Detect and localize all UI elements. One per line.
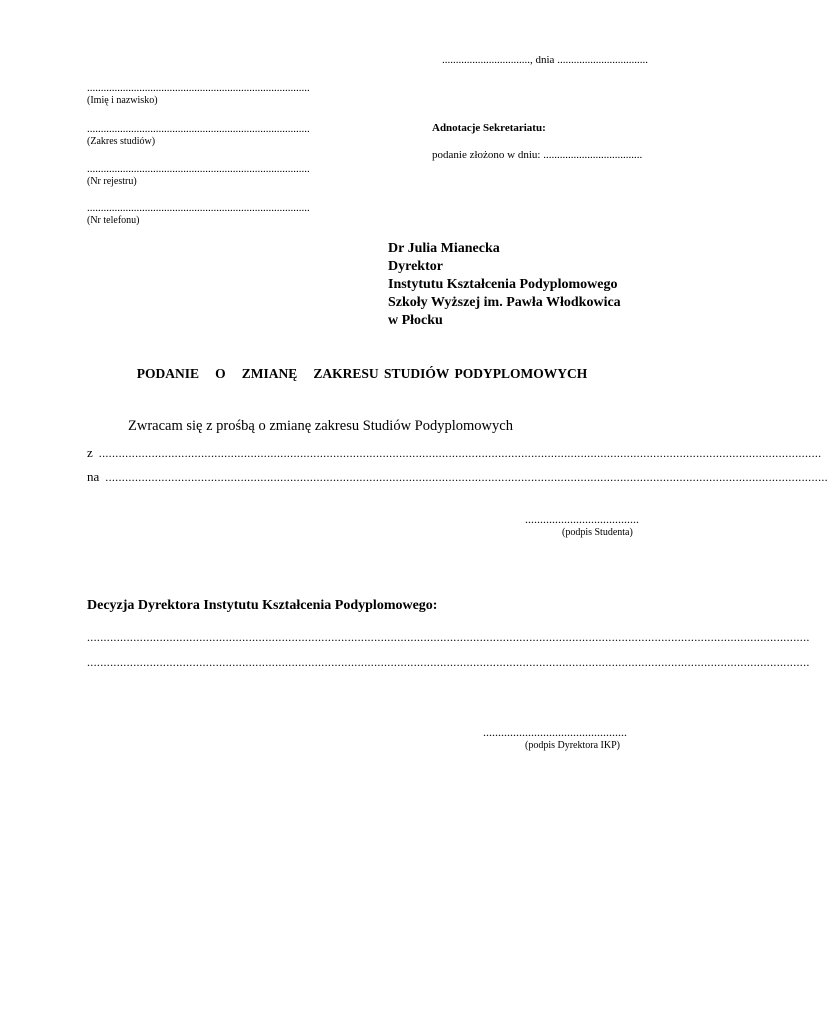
decision-field-2[interactable]: ........................................................................................................................................................................................................................... (87, 655, 810, 669)
study-scope-field[interactable]: ................................................................................. (87, 123, 310, 135)
from-scope-field[interactable]: ........................................................................................................................................................................................................................... (98, 446, 822, 460)
study-scope-field-label: (Zakres studiów) (87, 136, 156, 147)
phone-number-field-label: (Nr telefonu) (87, 215, 140, 226)
secretariat-heading: Adnotacje Sekretariatu: (432, 122, 546, 134)
registry-number-field-label: (Nr rejestru) (87, 176, 137, 187)
director-signature-label: (podpis Dyrektora IKP) (525, 740, 620, 751)
to-scope-field[interactable]: ........................................................................................................................................................................................................................... (105, 470, 828, 484)
decision-field-1[interactable]: ........................................................................................................................................................................................................................... (87, 630, 810, 644)
submission-date-line[interactable]: podanie złożono w dniu: .................................... (432, 149, 643, 161)
recipient-school: Szkoły Wyższej im. Pawła Włodkowica (388, 295, 621, 310)
registry-number-field[interactable]: ................................................................................. (87, 163, 310, 175)
phone-number-field[interactable]: ................................................................................. (87, 202, 310, 214)
recipient-block (388, 240, 621, 330)
to-scope-row[interactable] (87, 469, 828, 485)
request-text: Zwracam się z prośbą o zmianę zakresu Studiów Podyplomowych (128, 418, 513, 434)
name-field-label: (Imię i nazwisko) (87, 95, 158, 106)
date-line[interactable]: ................................, dnia ................................. (442, 54, 648, 66)
recipient-position: Dyrektor (388, 259, 443, 274)
student-signature-field[interactable]: ...................................... (525, 512, 639, 526)
recipient-institute: Instytutu Kształcenia Podyplomowego (388, 277, 618, 292)
document-title: PODANIE O ZMIANĘ ZAKRESU STUDIÓW PODYPLOMOWYCH (136, 366, 588, 381)
decision-heading: Decyzja Dyrektora Instytutu Kształcenia Podyplomowego: (87, 598, 438, 613)
recipient-name: Dr Julia Mianecka (388, 241, 500, 256)
name-field[interactable]: ................................................................................. (87, 82, 310, 94)
recipient-city: w Płocku (388, 313, 443, 328)
decision-line-2[interactable] (87, 655, 810, 670)
from-prefix: z (87, 445, 93, 460)
decision-line-1[interactable] (87, 630, 810, 645)
from-scope-row[interactable] (87, 445, 822, 461)
student-signature-label: (podpis Studenta) (562, 527, 633, 538)
to-prefix: na (87, 469, 100, 484)
director-signature-field[interactable]: ................................................ (483, 725, 627, 739)
